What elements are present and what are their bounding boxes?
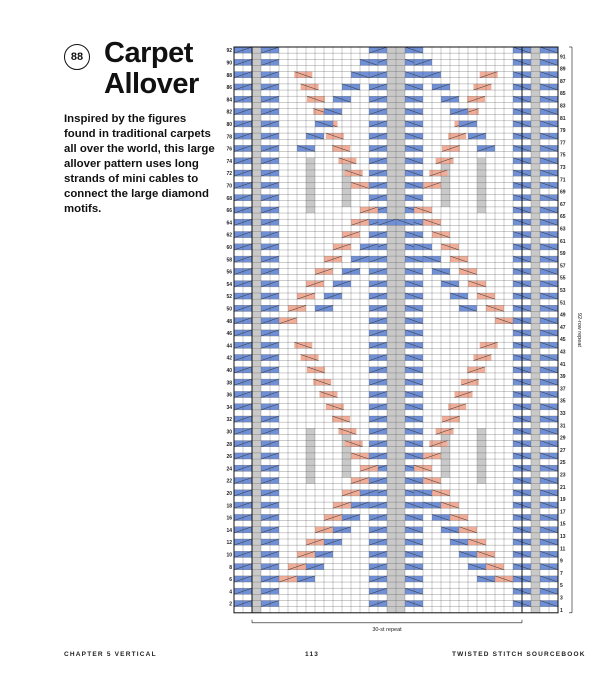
row-number-right: 73: [560, 165, 566, 171]
row-number-right: 87: [560, 78, 566, 85]
row-number-right: 51: [560, 300, 566, 307]
row-number-left: 20: [226, 490, 232, 497]
row-number-right: 67: [560, 201, 566, 208]
row-number-right: 57: [560, 263, 566, 270]
pattern-description: Inspired by the figures found in traditional carpets all over the world, this large allover pattern uses long strands of mini cables to connect the large diamond motifs.: [64, 113, 215, 215]
grey-bar: [477, 158, 486, 213]
row-number-right: 69: [560, 189, 566, 196]
grey-bar: [306, 428, 315, 483]
row-number-right: 35: [560, 398, 566, 405]
row-number-left: 62: [226, 232, 232, 239]
row-number-right: 47: [560, 324, 566, 331]
grey-bar: [477, 428, 486, 483]
row-number-right: 3: [560, 595, 563, 602]
stitch-repeat-label: 30-st repeat: [372, 626, 402, 633]
row-number-left: 66: [226, 208, 232, 215]
row-number-left: 38: [226, 380, 232, 387]
row-number-right: 45: [560, 337, 566, 344]
row-number-left: 34: [226, 404, 232, 411]
row-number-left: 12: [226, 540, 232, 547]
row-number-right: 29: [560, 435, 566, 442]
row-number-left: 24: [226, 466, 232, 473]
row-number-left: 90: [226, 60, 232, 67]
row-number-right: 77: [560, 140, 566, 147]
pattern-title: [104, 38, 199, 100]
row-number-left: 68: [226, 195, 232, 202]
row-number-right: 25: [560, 460, 566, 467]
row-number-right: 83: [560, 103, 566, 110]
row-number-right: 21: [560, 484, 566, 491]
row-number-left: 64: [226, 220, 232, 227]
row-number-left: 16: [226, 515, 232, 522]
row-number-left: 76: [226, 146, 232, 153]
footer-chapter: CHAPTER 5 VERTICAL: [64, 651, 157, 658]
row-number-right: 61: [560, 238, 566, 245]
row-number-right: 59: [560, 251, 566, 258]
title-line-2: Allover: [104, 68, 199, 100]
row-number-right: 7: [560, 570, 563, 577]
row-number-right: 19: [560, 497, 566, 504]
grey-bar: [306, 158, 315, 213]
footer-book-title: TWISTED STITCH SOURCEBOOK: [452, 651, 586, 658]
row-number-left: 54: [226, 281, 232, 288]
row-number-right: 63: [560, 226, 566, 233]
row-number-left: 92: [226, 48, 232, 55]
row-number-right: 75: [560, 152, 566, 159]
row-number-right: 5: [560, 583, 563, 590]
row-number-right: 53: [560, 288, 566, 294]
row-number-left: 56: [226, 269, 232, 276]
row-number-left: 26: [226, 454, 232, 461]
row-number-left: 2: [229, 601, 232, 608]
row-number-right: 17: [560, 509, 566, 516]
row-number-left: 32: [226, 417, 232, 424]
row-number-left: 58: [226, 257, 232, 264]
footer-page-number: 113: [305, 651, 320, 658]
row-number-left: 30: [226, 429, 232, 436]
row-number-right: 15: [560, 521, 566, 528]
row-number-right: 91: [560, 54, 566, 61]
row-number-left: 52: [226, 294, 232, 301]
row-number-right: 11: [560, 546, 566, 553]
row-repeat-label: 92-row repeat: [576, 312, 582, 347]
row-number-right: 9: [560, 558, 563, 565]
row-number-left: 74: [226, 158, 232, 165]
row-number-left: 72: [226, 171, 232, 178]
row-number-left: 78: [226, 134, 232, 141]
row-number-left: 88: [226, 72, 232, 79]
row-number-left: 6: [229, 577, 232, 584]
row-number-left: 42: [226, 355, 232, 362]
row-number-right: 23: [560, 472, 566, 479]
pattern-number-badge: 88: [64, 44, 90, 70]
row-number-left: 4: [229, 589, 232, 596]
row-number-right: 55: [560, 275, 566, 282]
row-number-right: 85: [560, 91, 566, 98]
row-number-left: 50: [226, 306, 232, 313]
row-number-left: 60: [226, 244, 232, 251]
row-number-left: 28: [226, 441, 232, 448]
row-number-right: 43: [560, 349, 566, 356]
row-number-left: 22: [226, 478, 232, 485]
row-number-left: 8: [229, 564, 232, 571]
row-number-right: 89: [560, 66, 566, 73]
row-number-right: 33: [560, 411, 566, 417]
row-number-right: 71: [560, 177, 566, 184]
row-number-right: 1: [560, 607, 563, 614]
row-number-left: 44: [226, 343, 232, 350]
row-number-right: 27: [560, 447, 566, 454]
row-number-left: 10: [226, 552, 232, 559]
row-number-left: 86: [226, 85, 232, 92]
row-number-right: 31: [560, 423, 566, 430]
row-number-right: 79: [560, 128, 566, 135]
row-number-right: 13: [560, 534, 566, 540]
row-number-right: 39: [560, 374, 566, 381]
row-number-left: 36: [226, 392, 232, 399]
row-number-left: 18: [226, 503, 232, 510]
row-number-left: 82: [226, 109, 232, 116]
row-number-right: 41: [560, 361, 566, 368]
row-number-left: 40: [226, 367, 232, 374]
row-number-right: 65: [560, 214, 566, 221]
row-number-left: 46: [226, 331, 232, 338]
stitch-chart: [224, 40, 584, 640]
row-number-left: 84: [226, 97, 232, 104]
row-number-left: 48: [226, 318, 232, 325]
row-number-left: 70: [226, 183, 232, 190]
row-number-left: 80: [226, 121, 232, 128]
row-number-right: 81: [560, 115, 566, 122]
row-number-left: 14: [226, 527, 232, 534]
row-number-right: 37: [560, 386, 566, 393]
title-line-1: Carpet: [104, 37, 193, 69]
row-number-right: 49: [560, 312, 566, 319]
